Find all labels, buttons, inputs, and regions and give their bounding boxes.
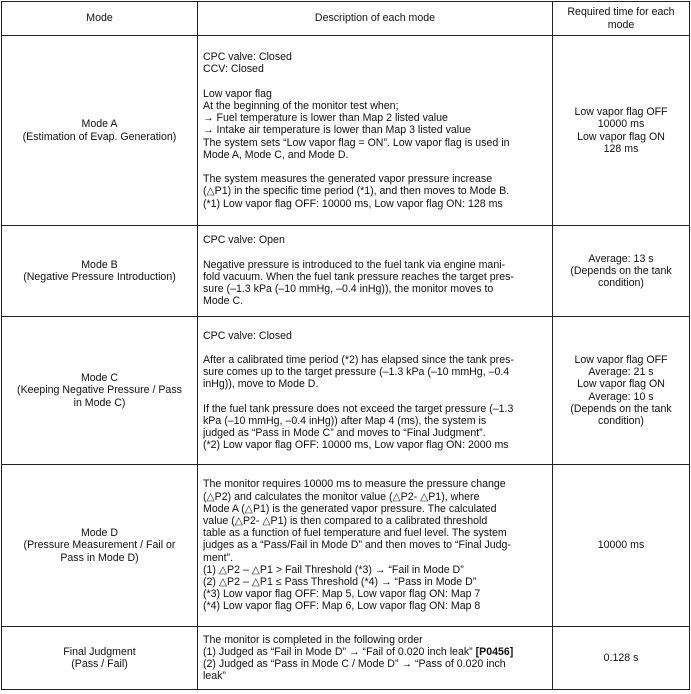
text-line xyxy=(203,247,548,259)
text-line: (Estimation of Evap. Generation) xyxy=(22,130,177,143)
text-line: Mode B xyxy=(81,258,118,271)
text-line: (*4) Low vapor flag OFF: Map 6, Low vapor flag ON: Map 8 xyxy=(203,600,481,613)
text-line: ment”. xyxy=(203,551,234,564)
required-time-cell xyxy=(553,627,690,690)
text-line: Mode A (△P1) is the generated vapor pressure. The calculated xyxy=(203,502,497,515)
text-line: sure comes up to the target pressure (–1.3 kPa (–10 mmHg, –0.4 xyxy=(203,366,510,379)
text-line: CPC valve: Closed xyxy=(203,51,292,64)
text-line: condition) xyxy=(598,414,644,427)
text-line: judged as “Pass in Mode C” and moves to “Final Judgment”. xyxy=(203,427,486,440)
text-line: CPC valve: Open xyxy=(203,234,285,247)
text-line: 10000 ms xyxy=(597,118,645,131)
text-line: After a calibrated time period (*2) has elapsed since the tank pres- xyxy=(203,353,514,366)
text-line: Average: 10 s xyxy=(588,390,654,403)
text-line: (Keeping Negative Pressure / Pass xyxy=(17,384,182,397)
text-line: (Depends on the tank xyxy=(570,402,672,415)
text-line: Low vapor flag ON xyxy=(577,378,665,391)
text-line: Average: 21 s xyxy=(588,366,654,379)
text-line: Mode A, Mode C, and Mode D. xyxy=(203,148,349,161)
text-line: (Pass / Fail) xyxy=(71,658,128,670)
text-line: Low vapor flag xyxy=(203,87,272,100)
text-line: Mode A xyxy=(81,118,118,131)
text-line: (*2) Low vapor flag OFF: 10000 ms, Low vapor flag ON: 2000 ms xyxy=(203,439,509,452)
mode-cell xyxy=(2,226,198,317)
text-line xyxy=(203,76,548,88)
text-line: (2) △P2 – △P1 ≤ Pass Threshold (*4) → “Pass in Mode D” xyxy=(203,576,477,588)
text-line: fold vacuum. When the fuel tank pressure reaches the target pres- xyxy=(203,270,514,283)
text-line: CPC valve: Closed xyxy=(203,329,292,342)
text-line: Mode C. xyxy=(203,295,244,308)
table-row-mode-c xyxy=(2,317,690,465)
text-line: judges as a “Pass/Fail in Mode D” and then moves to “Final Judg- xyxy=(203,539,511,552)
text-line: sure (–1.3 kPa (–10 mmHg, –0.4 inHg)), the monitor moves to xyxy=(203,283,494,296)
text-line: table as a function of fuel temperature and fuel level. The system xyxy=(203,527,507,540)
mode-cell xyxy=(2,627,198,690)
text-line: value (△P2- △P1) is then compared to a calibrated threshold xyxy=(203,514,488,527)
header-row xyxy=(2,2,690,36)
text-line: (△P1) in the specific time period (*1), and then moves to Mode B. xyxy=(203,185,510,198)
text-line: in Mode C) xyxy=(73,396,126,409)
required-time-cell xyxy=(553,465,690,627)
required-time-cell xyxy=(553,317,690,465)
text-line: Average: 13 s xyxy=(588,252,654,265)
text-line: Low vapor flag ON xyxy=(577,130,665,143)
table-row-mode-d xyxy=(2,465,690,627)
text-line: Mode C xyxy=(80,372,119,385)
text-line: 0.128 s xyxy=(603,651,639,664)
mode-cell xyxy=(2,465,198,627)
text-line: Low vapor flag OFF xyxy=(574,353,668,366)
text-line: inHg)), move to Mode D. xyxy=(203,378,319,391)
text-line: Mode D xyxy=(80,527,119,540)
text-line: 128 ms xyxy=(603,142,639,155)
text-line: (Pressure Measurement / Fail or xyxy=(23,539,176,552)
text-line: The system measures the generated vapor pressure increase xyxy=(203,173,493,186)
text-line: At the beginning of the monitor test when; xyxy=(203,99,399,112)
required-time-cell xyxy=(553,226,690,317)
text-line xyxy=(203,161,548,173)
dtc-code: [P0456] xyxy=(472,645,514,658)
mode-cell xyxy=(2,317,198,465)
text-line: Pass in Mode D) xyxy=(60,551,139,564)
text-line: 10000 ms xyxy=(597,539,645,552)
fail-line-text: (1) Judged as “Fail in Mode D” → “Fail of 0.020 inch leak” xyxy=(203,645,473,658)
text-line: (1) △P2 – △P1 > Fail Threshold (*3) → “Fail in Mode D” xyxy=(203,563,464,576)
text-line xyxy=(203,391,548,403)
header-description: Description of each mode xyxy=(198,2,553,36)
text-line: (Depends on the tank xyxy=(570,264,672,277)
header-required-time: Required time for each mode xyxy=(553,2,690,36)
text-line: Negative pressure is introduced to the fuel tank via engine mani- xyxy=(203,258,506,271)
table-row-mode-b xyxy=(2,226,690,317)
text-line: (2) Judged as “Pass in Mode C / Mode D” → “Pass of 0.020 inch xyxy=(203,658,506,670)
table-row-final-judgment xyxy=(2,627,690,690)
text-line: CCV: Closed xyxy=(203,63,264,76)
text-line xyxy=(203,646,548,658)
text-line: The monitor is completed in the following order xyxy=(203,633,423,646)
text-line: (△P2) and calculates the monitor value (△P2- △P1), where xyxy=(203,490,480,503)
text-line: → Fuel temperature is lower than Map 2 listed value xyxy=(203,112,448,125)
header-mode: Mode xyxy=(2,2,198,36)
text-line: kPa (–10 mmHg, –0.4 inHg)) after Map 4 (ms), the system is xyxy=(203,414,487,427)
mode-cell xyxy=(2,36,198,226)
text-line: condition) xyxy=(598,277,644,290)
text-line: (*1) Low vapor flag OFF: 10000 ms, Low vapor flag ON: 128 ms xyxy=(203,197,503,210)
mode-description-table xyxy=(1,1,690,690)
text-line: (*3) Low vapor flag OFF: Map 5, Low vapor flag ON: Map 7 xyxy=(203,588,481,601)
table-row-mode-a xyxy=(2,36,690,226)
text-line xyxy=(203,342,548,354)
text-line: → Intake air temperature is lower than Map 3 listed value xyxy=(203,124,471,137)
description-cell xyxy=(198,226,553,317)
description-cell xyxy=(198,317,553,465)
text-line: The monitor requires 10000 ms to measure the pressure change xyxy=(203,478,506,491)
text-line: Final Judgment xyxy=(63,645,136,658)
description-cell xyxy=(198,36,553,226)
text-line: Low vapor flag OFF xyxy=(574,106,668,119)
description-cell xyxy=(198,465,553,627)
required-time-cell xyxy=(553,36,690,226)
text-line: (Negative Pressure Introduction) xyxy=(23,271,176,283)
text-line: If the fuel tank pressure does not exceed the target pressure (–1.3 xyxy=(203,402,514,415)
text-line: leak” xyxy=(203,670,226,683)
text-line: The system sets “Low vapor flag = ON”. Low vapor flag is used in xyxy=(203,136,510,149)
description-cell xyxy=(198,627,553,690)
